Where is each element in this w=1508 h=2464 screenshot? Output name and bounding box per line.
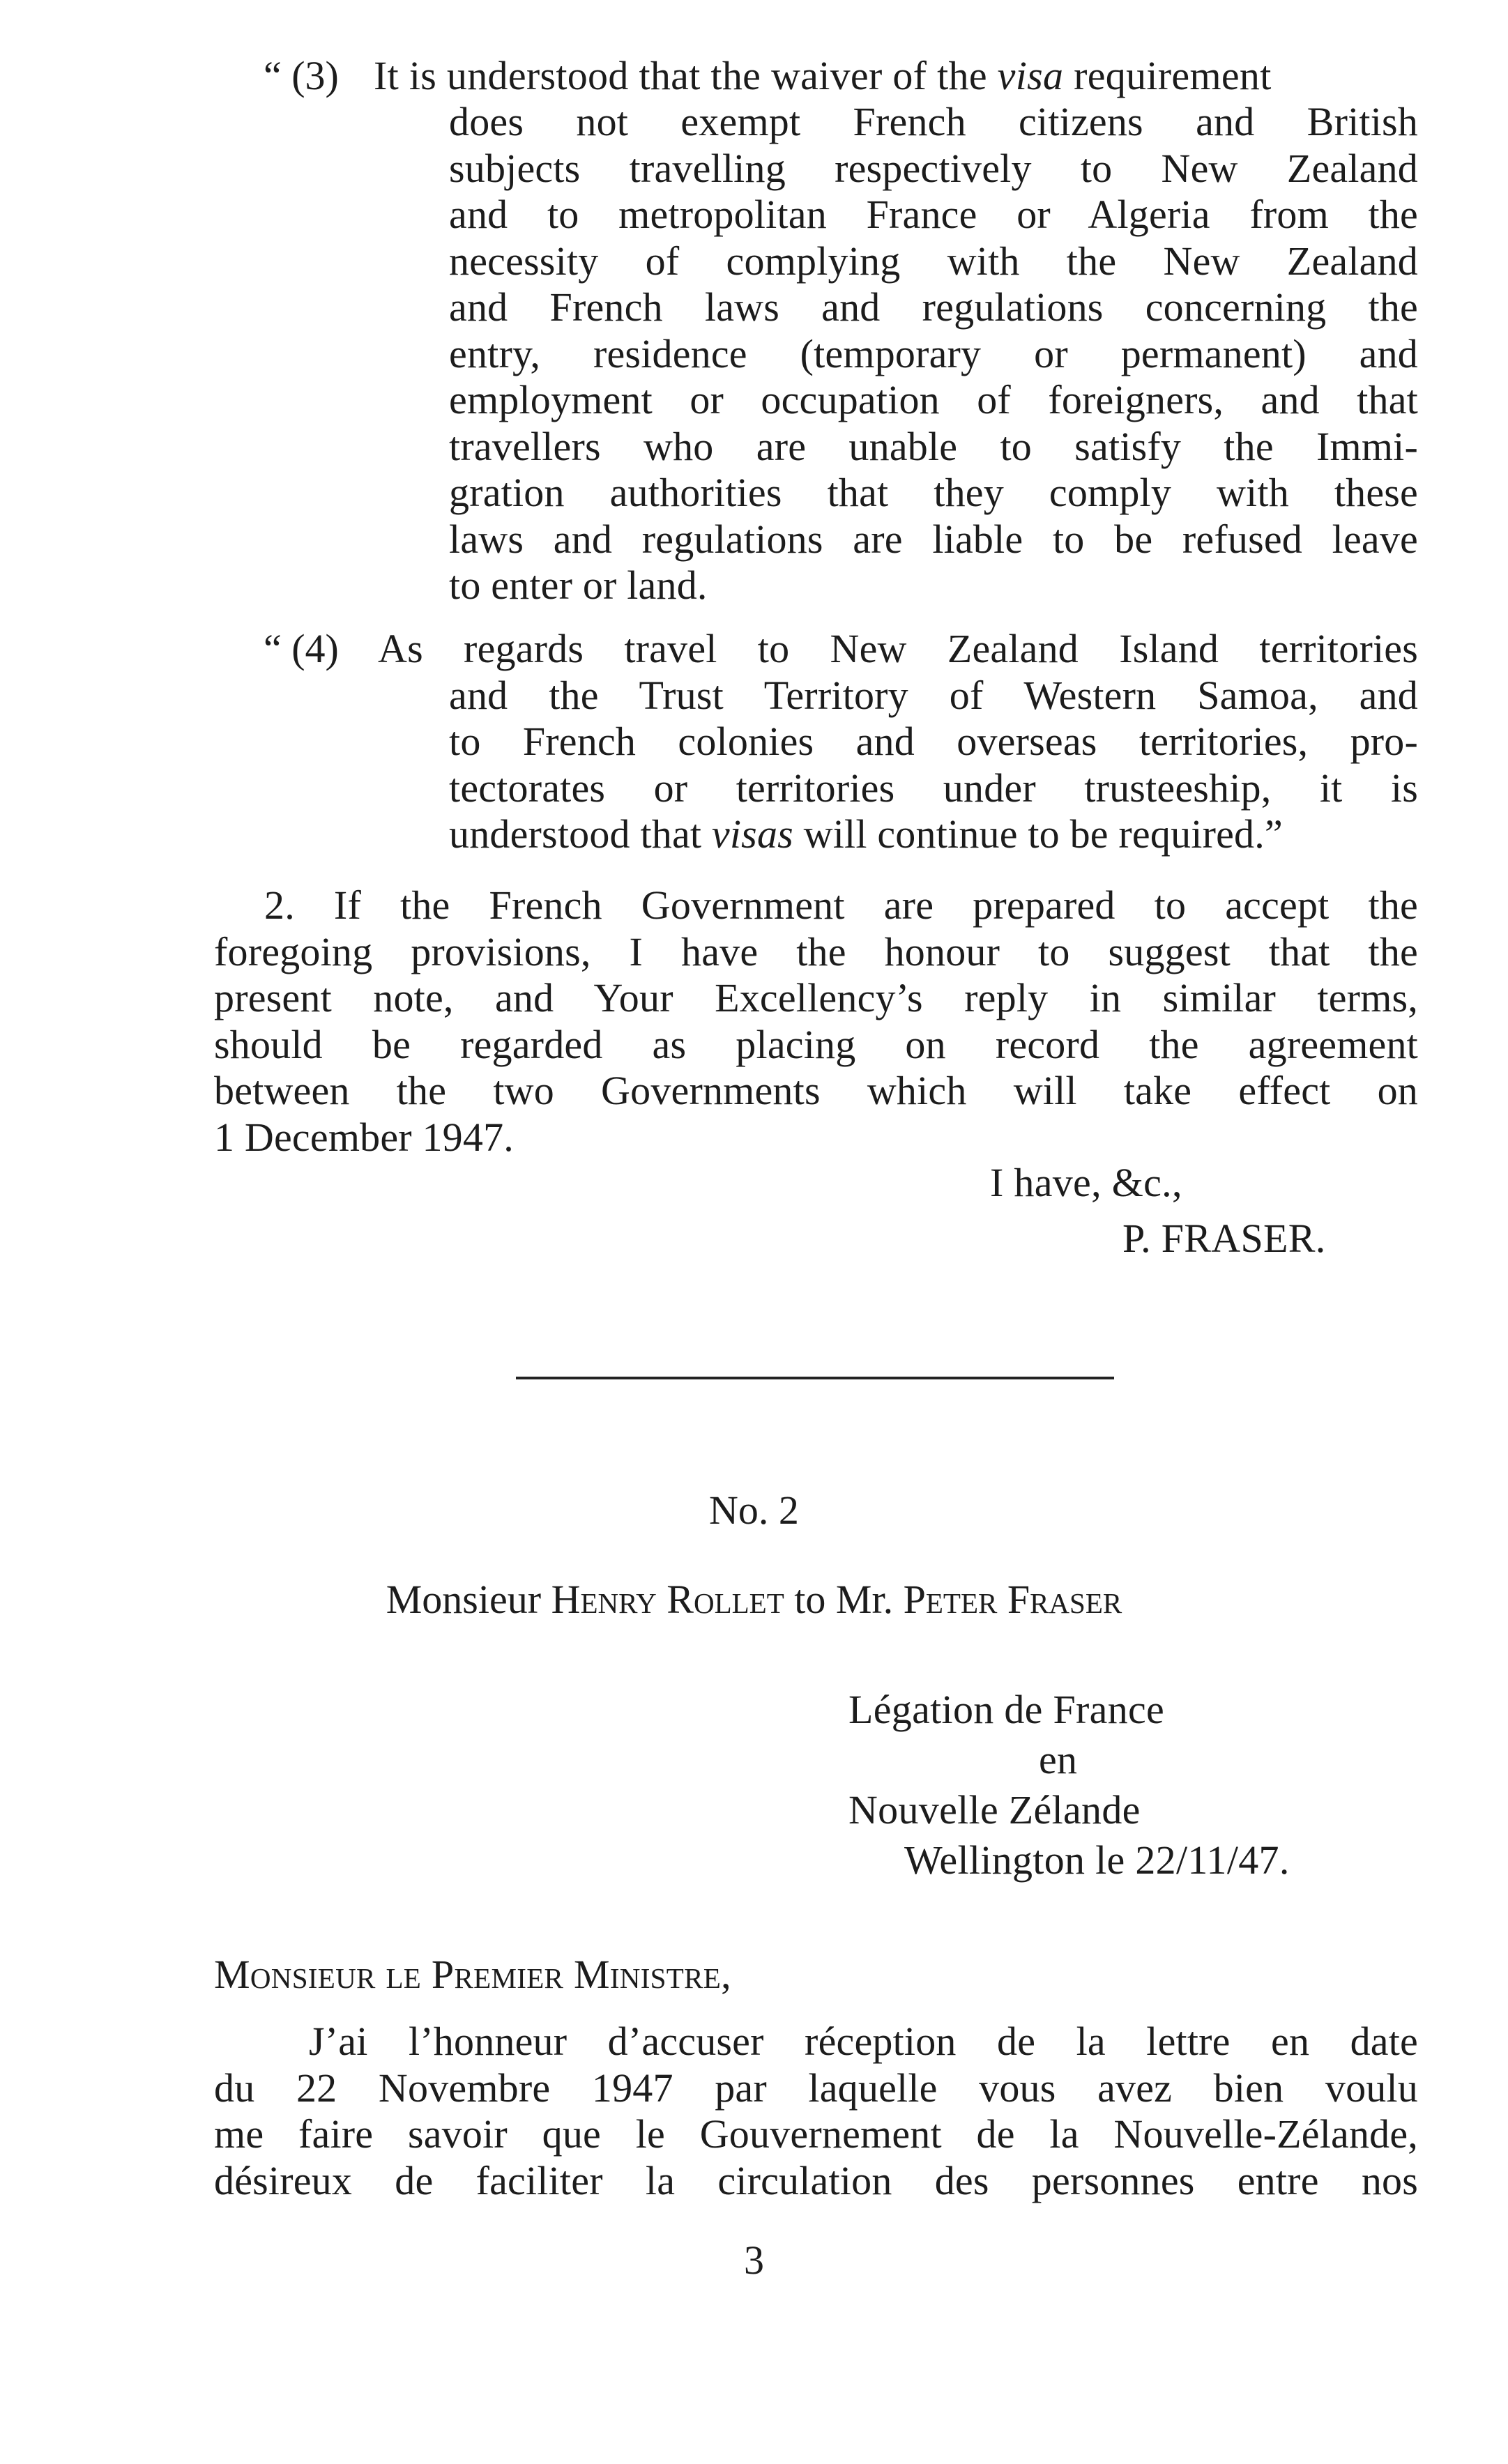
french-para-line: du 22 Novembre 1947 par laquelle vous avez bien voulu <box>214 2065 1418 2111</box>
para3-line: gration authorities that they comply with these <box>449 470 1418 515</box>
para3-line: laws and regulations are liable to be refused leave <box>449 516 1418 562</box>
section-divider <box>516 1377 1114 1379</box>
para2-line: 1 December 1947. <box>214 1114 514 1160</box>
heading-prefix: Monsieur <box>386 1577 551 1622</box>
para3-line: does not exempt French citizens and British <box>449 99 1418 144</box>
para3-line: subjects travelling respectively to New Zealand <box>449 145 1418 191</box>
letter-greeting: Monsieur le Premier Ministre, <box>214 1952 731 1997</box>
heading-middle: to Mr. <box>784 1577 904 1622</box>
closing-signature: P. FRASER. <box>1122 1216 1326 1261</box>
para2-line: 2. If the French Government are prepared to accept the <box>264 882 1418 928</box>
letter-heading <box>0 1577 1508 1623</box>
french-para-line: me faire savoir que le Gouvernement de la Nouvelle-Zélande, <box>214 2111 1418 2157</box>
para3-line: and to metropolitan France or Algeria from the <box>449 192 1418 237</box>
french-para-line: J’ai l’honneur d’accuser réception de la lettre en date <box>309 2019 1418 2064</box>
para2-body <box>214 882 1418 1161</box>
document-number: No. 2 <box>709 1487 799 1533</box>
para4-line: tectorates or territories under trusteeship, it is <box>449 765 1418 811</box>
para3-marker: “ (3) <box>264 53 339 98</box>
address-line-1: Légation de France <box>848 1687 1165 1732</box>
para4-body <box>378 626 1418 858</box>
para2-line: present note, and Your Excellency’s reply in similar terms, <box>214 975 1418 1020</box>
para3-line: employment or occupation of foreigners, and that <box>449 377 1418 422</box>
para3-line: necessity of complying with the New Zealand <box>449 238 1418 284</box>
heading-to-name: Peter Fraser <box>903 1577 1122 1622</box>
address-line-2: en <box>1039 1737 1078 1782</box>
para4-line: understood that visas will continue to be required.” <box>449 811 1283 857</box>
para3-line: entry, residence (temporary or permanent) and <box>449 330 1418 376</box>
para3-line: to enter or land. <box>449 563 708 608</box>
para2-line: should be regarded as placing on record the agreement <box>214 1021 1418 1067</box>
para2-line: between the two Governments which will take effect on <box>214 1068 1418 1113</box>
address-line-3: Nouvelle Zélande <box>848 1787 1141 1832</box>
page-number: 3 <box>744 2237 764 2283</box>
french-para-line: désireux de faciliter la circulation des personnes entre nos <box>214 2157 1418 2203</box>
heading-from-name: Henry Rollet <box>551 1577 784 1622</box>
para3-line-1: It is understood that the waiver of the visa requirement <box>374 53 1272 98</box>
para3-body <box>449 99 1418 609</box>
para3-line: and French laws and regulations concerning the <box>449 284 1418 330</box>
para4-line: As regards travel to New Zealand Island territories <box>378 626 1418 671</box>
para2-line: foregoing provisions, I have the honour to suggest that the <box>214 928 1418 974</box>
para4-marker: “ (4) <box>264 626 339 671</box>
french-para-body <box>214 2019 1418 2204</box>
para4-line: and the Trust Territory of Western Samoa, and <box>449 672 1418 718</box>
address-line-4: Wellington le 22/11/47. <box>904 1837 1290 1883</box>
para3-line: travellers who are unable to satisfy the Immi- <box>449 423 1418 469</box>
closing-salutation: I have, &c., <box>990 1160 1182 1205</box>
para4-line: to French colonies and overseas territories, pro- <box>449 719 1418 764</box>
